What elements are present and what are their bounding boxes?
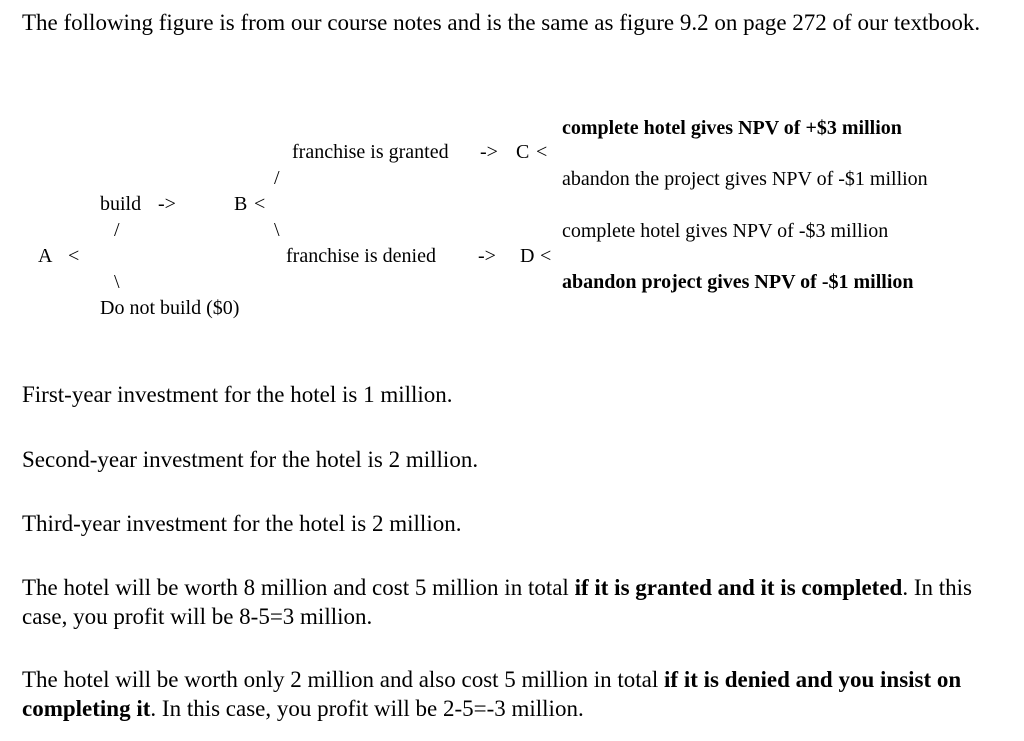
granted-completed-paragraph <box>22 573 997 631</box>
node-a: A <box>38 245 53 267</box>
node-b: B <box>234 193 248 215</box>
franchise-granted-label: franchise is granted <box>292 141 449 163</box>
build-arrow: -> <box>158 193 176 215</box>
denied-text-start: The hotel will be worth only 2 million and also cost 5 million in total <box>22 667 665 692</box>
granted-condition-bold: if it is granted and it is completed <box>574 575 903 600</box>
branch-slash-a: / <box>114 219 120 241</box>
denied-completed-paragraph <box>22 665 997 723</box>
build-label: build <box>100 193 142 215</box>
decision-tree-diagram <box>0 0 1024 340</box>
node-d-branch: < <box>540 245 552 267</box>
branch-backslash-a: \ <box>114 271 120 293</box>
do-not-build-label: Do not build ($0) <box>100 297 240 319</box>
branch-slash-b: / <box>274 167 280 189</box>
denied-text-end: . In this case, you profit will be 2-5=-3 million. <box>150 696 584 721</box>
branch-backslash-b: \ <box>274 219 280 241</box>
denied-arrow: -> <box>478 245 496 267</box>
granted-text-start: The hotel will be worth 8 million and cost 5 million in total <box>22 575 575 600</box>
outcome-d-complete: complete hotel gives NPV of -$3 million <box>562 220 889 242</box>
third-year-investment: Third-year investment for the hotel is 2 million. <box>22 511 462 536</box>
outcome-d-abandon: abandon project gives NPV of -$1 million <box>562 271 914 293</box>
node-c: C <box>516 141 530 163</box>
granted-arrow: -> <box>480 141 498 163</box>
outcome-c-complete: complete hotel gives NPV of +$3 million <box>562 117 902 139</box>
node-d: D <box>520 245 535 267</box>
second-year-investment: Second-year investment for the hotel is 2 million. <box>22 447 479 472</box>
outcome-c-abandon: abandon the project gives NPV of -$1 million <box>562 168 928 190</box>
intro-paragraph: The following figure is from our course notes and is the same as figure 9.2 on page 272 of our textbook. <box>22 10 981 35</box>
franchise-denied-label: franchise is denied <box>286 245 436 267</box>
denied-condition-bold: if it is denied and you insist on completing it <box>22 667 962 721</box>
node-a-branch: < <box>68 245 80 267</box>
node-b-branch: < <box>254 193 266 215</box>
first-year-investment: First-year investment for the hotel is 1 million. <box>22 382 453 407</box>
node-c-branch: < <box>536 141 548 163</box>
granted-text-end: . In this case, you profit will be 8-5=3 million. <box>22 575 972 629</box>
